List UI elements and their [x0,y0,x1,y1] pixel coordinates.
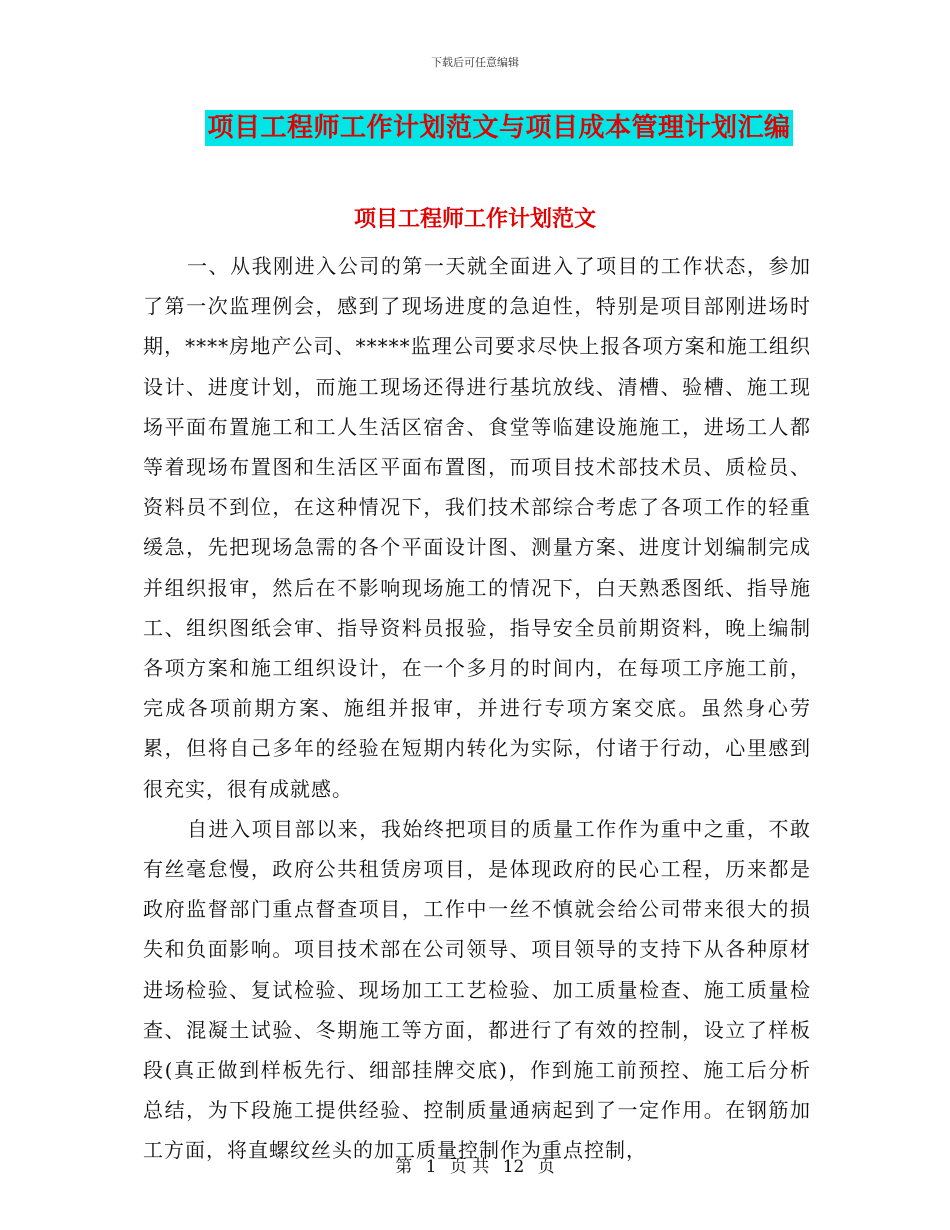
document-body [143,246,811,1171]
paragraph-2: 自进入项目部以来，我始终把项目的质量工作作为重中之重，不敢有丝毫怠慢，政府公共租赁房项目，是体现政府的民心工程，历来都是政府监督部门重点督查项目，工作中一丝不慎就会给公司带来很大的损失和负面影响。项目技术部在公司领导、项目领导的支持下从各种原材进场检验、复试检验、现场加工工艺检验、加工质量检查、施工质量检查、混凝土试验、冬期施工等方面，都进行了有效的控制，设立了样板段(真正做到样板先行、细部挂牌交底)，作到施工前预控、施工后分析总结，为下段施工提供经验、控制质量通病起到了一定作用。在钢筋加工方面，将直螺纹丝头的加工质量控制作为重点控制， [143,816,811,1163]
footer-suffix: 页 [537,1157,555,1177]
total-pages-number: 12 [502,1157,525,1177]
page-header-note: 下载后可任意编辑 [431,56,519,69]
footer-middle: 页 共 [449,1157,490,1177]
main-title-container [0,110,950,146]
section-title: 项目工程师工作计划范文 [353,207,596,232]
page-footer [0,1152,950,1177]
document-main-title: 项目工程师工作计划范文与项目成本管理计划汇编 [205,110,792,146]
footer-prefix: 第 [395,1157,413,1177]
current-page-number: 1 [425,1157,437,1177]
paragraph-1: 一、从我刚进入公司的第一天就全面进入了项目的工作状态，参加了第一次监理例会，感到了现场进度的急迫性，特别是项目部刚进场时期，****房地产公司、*****监理公司要求尽快上报各项方案和施工组织设计、进度计划，而施工现场还得进行基坑放线、清槽、验槽、施工现场平面布置施工和工人生活区宿舍、食堂等临建设施施工，进场工人都等着现场布置图和生活区平面布置图，而项目技术部技术员、质检员、资料员不到位，在这种情况下，我们技术部综合考虑了各项工作的轻重缓急，先把现场急需的各个平面设计图、测量方案、进度计划编制完成并组织报审，然后在不影响现场施工的情况下，白天熟悉图纸、指导施工、组织图纸会审、指导资料员报验，指导安全员前期资料，晚上编制各项方案和施工组织设计，在一个多月的时间内，在每项工序施工前，完成各项前期方案、施组并报审，并进行专项方案交底。虽然身心劳累，但将自己多年的经验在短期内转化为实际，付诸于行动，心里感到很充实，很有成就感。 [143,254,811,801]
